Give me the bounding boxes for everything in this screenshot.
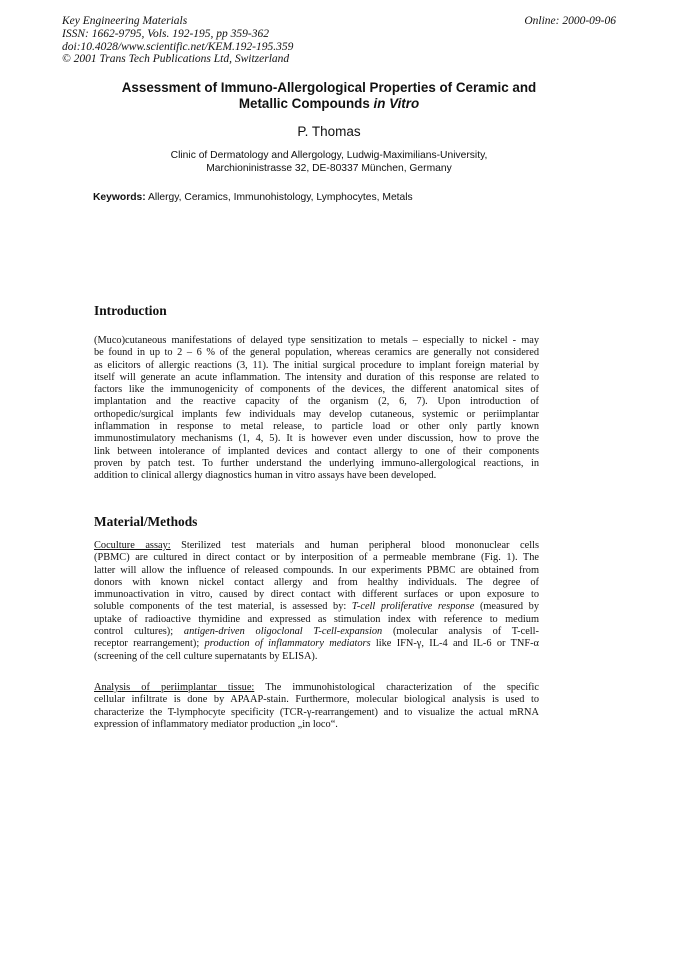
intro-line: (Muco)cutaneous manifestations of delayed type sensitization to metals – especially to nickel - may: [94, 335, 539, 346]
coculture-line-6a: soluble components of the test material, is assessed by:: [94, 601, 352, 613]
journal-issn: ISSN: 1662-9795, Vols. 192-195, pp 359-362: [62, 27, 269, 40]
methods-heading: Material/Methods: [94, 514, 198, 529]
coculture-line: donors with known nickel contact allergy and from healthy individuals. The degree of: [94, 576, 539, 588]
intro-line: implantation and the reactive capacity of the organism (2, 6, 7). Upon introduction of: [94, 396, 539, 408]
coculture-line-8a: control cultures);: [94, 626, 184, 638]
journal-name: Key Engineering Materials: [62, 15, 188, 27]
periimplantar-line: [94, 682, 539, 694]
intro-line: proven by patch test. To further understand the underlying immuno-allergological reactions, in: [94, 457, 539, 469]
coculture-line: latter will allow the influence of released compounds. In our experiments PBMC are obtained from: [94, 564, 539, 576]
online-date: Online: 2000-09-06: [524, 15, 616, 27]
coculture-line: [94, 601, 539, 613]
journal-doi: doi:10.4028/www.scientific.net/KEM.192-195.359: [62, 40, 294, 53]
coculture-line-9c: like IFN-γ, IL-4 and IL-6 or TNF-α: [370, 638, 539, 650]
title-line-2: [60, 96, 598, 112]
proliferative-response: T-cell proliferative response: [351, 601, 475, 613]
affiliation-line-1: Clinic of Dermatology and Allergology, Ludwig-Maximilians-University,: [170, 150, 488, 161]
intro-line: factors like the immunogenicity of components of the devices, the different anatomical sites of: [94, 384, 539, 396]
periimplantar-line: cellular infiltrate is done by APAAP-stain. Furthermore, molecular biological analysis is used to: [94, 694, 539, 706]
title-line-1: Assessment of Immuno-Allergological Properties of Ceramic and: [121, 80, 537, 95]
introduction-heading: Introduction: [94, 303, 167, 318]
keywords-text: Allergy, Ceramics, Immunohistology, Lymphocytes, Metals: [145, 192, 413, 203]
periimplantar-line: characterize the T-lymphocyte specificity (TCR-γ-rearrangement) and to visualize the actual mRNA: [94, 706, 539, 718]
intro-line: addition to clinical allergy diagnostics human in vitro assays have been developed.: [94, 470, 437, 482]
coculture-paragraph: [94, 540, 539, 663]
affiliation-line-2: Marchioninistrasse 32, DE-80337 München, Germany: [206, 163, 452, 174]
coculture-line: [94, 638, 539, 650]
periimplantar-paragraph: [94, 682, 539, 731]
intro-line: inflammation in response to metal release, to particle load or other only partly known: [94, 421, 539, 433]
oligoclonal-expansion: antigen-driven oligoclonal T-cell-expansion: [183, 626, 383, 638]
periimplantar-line-1: The immunohistological characterization of the specific: [254, 682, 540, 693]
title-line-2-italic: in Vitro: [373, 95, 420, 111]
coculture-line: (PBMC) are cultured in direct contact or by interposition of a permeable membrane (Fig. 1). The: [94, 552, 539, 564]
affiliation: [60, 149, 598, 175]
periimplantar-line: expression of inflammatory mediator production „in loco“.: [94, 718, 338, 730]
journal-copyright: © 2001 Trans Tech Publications Ltd, Switzerland: [62, 53, 290, 66]
intro-line: be found in up to 2 – 6 % of the general population, whereas ceramics are generally not considered: [94, 347, 539, 359]
intro-line: immunostimulatory mechanisms (1, 4, 5). It is however even under discussion, how to prove the: [94, 433, 539, 445]
coculture-line-6c: (measured by: [474, 601, 540, 613]
title-line-2-text: Metallic Compounds: [238, 95, 374, 111]
inflammatory-mediators: production of inflammatory mediators: [204, 638, 371, 650]
coculture-line: uptake of radioactive thymidine and expressed as stimulation index with reference to medium: [94, 613, 539, 625]
coculture-line-8c: (molecular analysis of T-cell-: [382, 626, 539, 638]
author-name: P. Thomas: [297, 124, 361, 139]
keywords: [93, 192, 413, 203]
introduction-paragraph: [94, 335, 539, 483]
intro-line: link between intolerance of implanted devices and contact allergy to one of their components: [94, 445, 539, 457]
coculture-line: [94, 540, 539, 552]
periimplantar-label: Analysis of periimplantar tissue:: [94, 682, 255, 693]
coculture-line: immunoactivation in vitro, caused by direct contact with different surfaces or upon exposure to: [94, 589, 539, 601]
coculture-line: [94, 626, 539, 638]
intro-line: itself will generate an acute inflammation. The intensity and duration of this response are related to: [94, 371, 539, 383]
coculture-line: (screening of the cell culture supernatants by ELISA).: [94, 650, 318, 662]
intro-line: as elicitors of allergic reactions (3, 11). The initial surgical procedure to implant foreign material by: [94, 359, 539, 371]
paper-title: [60, 80, 598, 111]
intro-line: orthopedic/surgical implants few individuals may develop cutaneous, systemic or periimplantar: [94, 408, 539, 420]
keywords-label: Keywords:: [93, 192, 146, 203]
journal-header: [62, 15, 293, 66]
coculture-line-9a: receptor rearrangement);: [94, 638, 205, 650]
coculture-label: Coculture assay:: [94, 540, 171, 551]
coculture-line-1: Sterilized test materials and human peripheral blood mononuclear cells: [170, 540, 539, 551]
